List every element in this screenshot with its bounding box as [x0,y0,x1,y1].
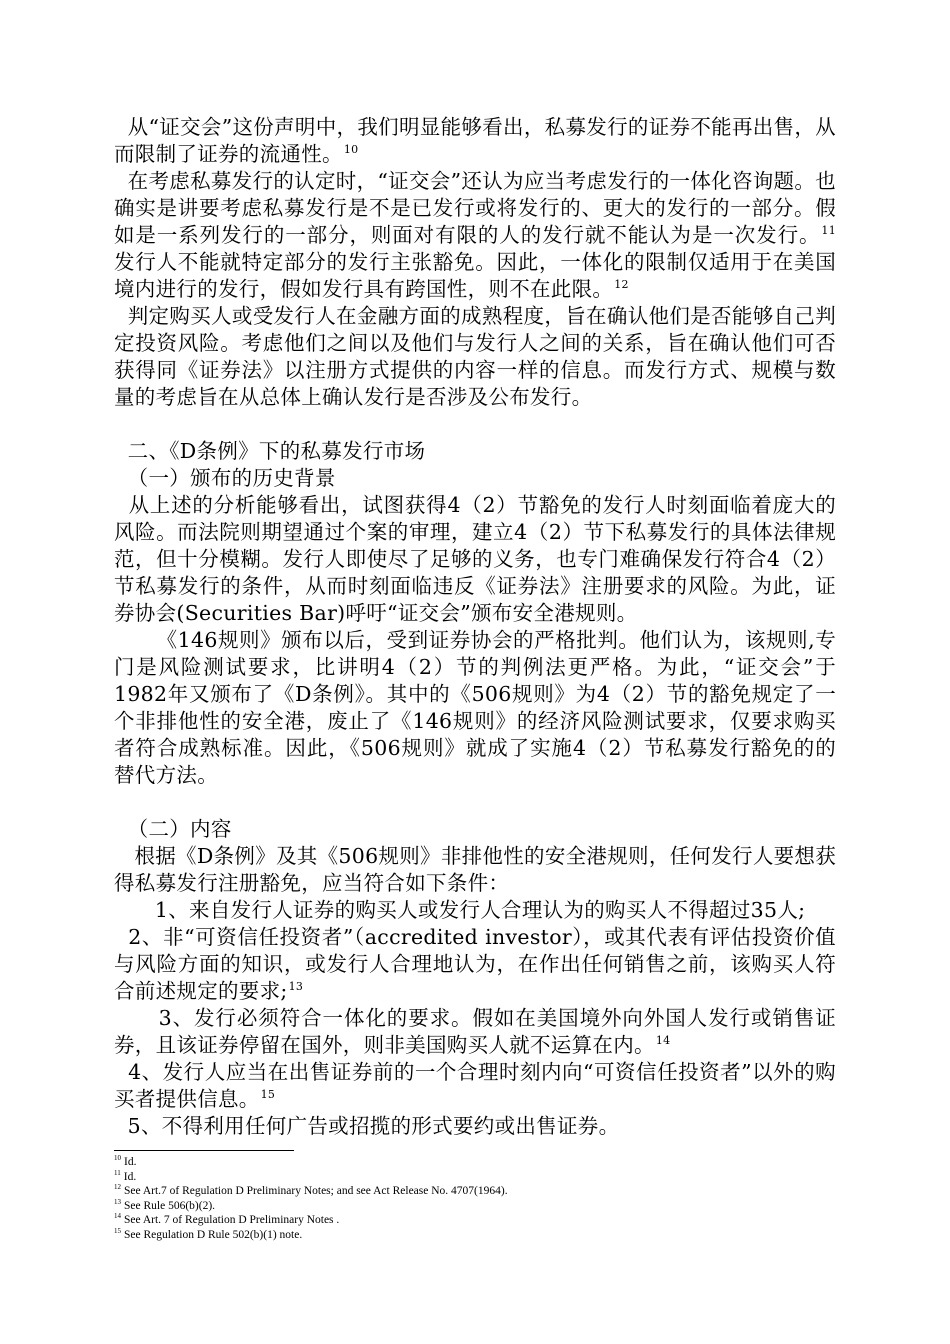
document-page [114,114,836,1242]
footnote-number: 15 [114,1226,121,1235]
paragraph-indent [114,115,128,139]
footnote-number: 14 [114,1212,121,1221]
paragraph [114,168,836,303]
paragraph-text: （一）颁布的历史背景 [127,466,336,490]
footnote-ref[interactable]: 10 [343,143,359,157]
footnote-ref[interactable]: 13 [288,980,304,994]
paragraph-text: 从上述的分析能够看出，试图获得4（2）节豁免的发行人时刻面临着庞大的风险。而法院则期望通过个案的审理，建立4（2）节下私募发行的具体法律规范，但十分模糊。发行人即使尽了足够的义务，也专门难确保发行符合4（2）节私募发行的条件，从而时刻面临违反《证券法》注册要求的风险。为此，证券协会(Securities Bar)呼吁“证交会”颁布安全港规则。 [114,493,836,625]
paragraph-indent [114,304,128,328]
paragraph-indent [114,466,128,490]
paragraph [114,924,836,1005]
footnote-text: Id. [124,1156,137,1168]
footnote-text: Id. [123,1170,137,1183]
paragraph-gap [114,789,836,816]
paragraph-text: 《146规则》颁布以后，受到证券协会的严格批判。他们认为，该规则,专门是风险测试要求，比讲明4（2）节的判例法更严格。为此，“证交会”于1982年又颁布了《D条例》。其中的《506规则》为4（2）节的豁免规定了一个非排他性的安全港，废止了《146规则》的经济风险测试要求，仅要求购买者符合成熟标准。因此，《506规则》就成了实施4（2）节私募发行豁免的的替代方法。 [114,628,836,787]
footnote-separator [114,1150,294,1151]
paragraph-text: 在考虑私募发行的认定时，“证交会”还认为应当考虑发行的一体化咨询题。也确实是讲要考虑私募发行是不是已发行或将发行的、更大的发行的一部分。假如是一系列发行的一部分，则面对有限的人的发行就不能认为是一次发行。 [114,169,836,247]
footnote [114,1184,836,1199]
paragraph [114,816,836,843]
footnote-ref[interactable]: 14 [655,1034,671,1048]
footnote-ref[interactable]: 12 [614,278,629,292]
paragraph [114,114,836,168]
paragraph [114,843,836,897]
footnote [114,1170,836,1185]
footnote-ref[interactable]: 15 [260,1088,276,1102]
paragraph-indent [114,844,134,868]
paragraph [114,1005,836,1059]
paragraph-indent [114,628,157,652]
paragraph [114,897,836,924]
paragraph-text: 1、来自发行人证券的购买人或发行人合理认为的购买人不得超过35人; [154,898,806,922]
footnote [114,1213,836,1228]
paragraph-text: 根据《D条例》及其《506规则》非排他性的安全港规则，任何发行人要想获得私募发行注册豁免，应当符合如下条件： [114,844,837,895]
paragraph-indent [114,439,128,463]
paragraph-text: 5、不得利用任何广告或招揽的形式要约或出售证券。 [127,1114,620,1138]
footnote-text: See Art.7 of Regulation D Preliminary Notes; and see Act Release No. 4707(1964). [124,1185,508,1197]
paragraph [114,1059,836,1113]
paragraph-text: （二）内容 [127,817,232,841]
footnote-ref[interactable]: 11 [821,224,836,238]
paragraph-text: 2、非“可资信任投资者”（accredited investor），或其代表有评估投资价值与风险方面的知识，或发行人合理地认为，在作出任何销售之前，该购买人符合前述规定的要求; [114,925,836,1003]
paragraph [114,465,836,492]
footnote [114,1199,836,1214]
paragraph [114,627,836,789]
paragraph-indent [114,817,128,841]
paragraph-indent [114,169,128,193]
paragraph-indent [114,1006,159,1030]
paragraph-text: 从“证交会”这份声明中，我们明显能够看出，私募发行的证券不能再出售，从而限制了证券的流通性。 [114,115,836,166]
footnote-number: 11 [114,1168,121,1177]
paragraph-indent [114,1114,128,1138]
paragraph-indent [114,925,128,949]
body-text [114,114,836,1140]
footnote-text: See Rule 506(b)(2). [124,1199,216,1212]
paragraph [114,438,836,465]
paragraph-text: 二、《D条例》下的私募发行市场 [127,439,426,463]
footnote-text: See Regulation D Rule 502(b)(1) note. [124,1228,303,1241]
paragraph-text: 3、发行必须符合一体化的要求。假如在美国境外向外国人发行或销售证券，且该证券停留在国外，则非美国购买人就不运算在内。 [114,1006,836,1057]
paragraph-indent [114,1060,128,1084]
footnote [114,1228,836,1243]
paragraph-text: 4、发行人应当在出售证券前的一个合理时刻内向“可资信任投资者”以外的购买者提供信息。 [114,1060,836,1111]
paragraph-gap [114,411,836,438]
paragraph-text: 判定购买人或受发行人在金融方面的成熟程度，旨在确认他们是否能够自己判定投资风险。考虑他们之间以及他们与发行人之间的关系，旨在确认他们可否获得同《证券法》以注册方式提供的内容一样的信息。而发行方式、规模与数量的考虑旨在从总体上确认发行是否涉及公布发行。 [114,304,836,409]
paragraph [114,1113,836,1140]
paragraph-indent [114,493,129,517]
footnote-text: See Art. 7 of Regulation D Preliminary Notes . [124,1214,340,1226]
paragraph-indent [114,898,155,922]
footnote-number: 12 [114,1183,121,1192]
footnote [114,1155,836,1170]
paragraph [114,303,836,411]
footnotes [114,1155,836,1242]
footnote-number: 10 [114,1154,121,1163]
paragraph [114,492,836,627]
paragraph-text: 发行人不能就特定部分的发行主张豁免。因此，一体化的限制仅适用于在美国境内进行的发行，假如发行具有跨国性，则不在此限。 [114,250,836,301]
footnote-number: 13 [114,1197,121,1206]
